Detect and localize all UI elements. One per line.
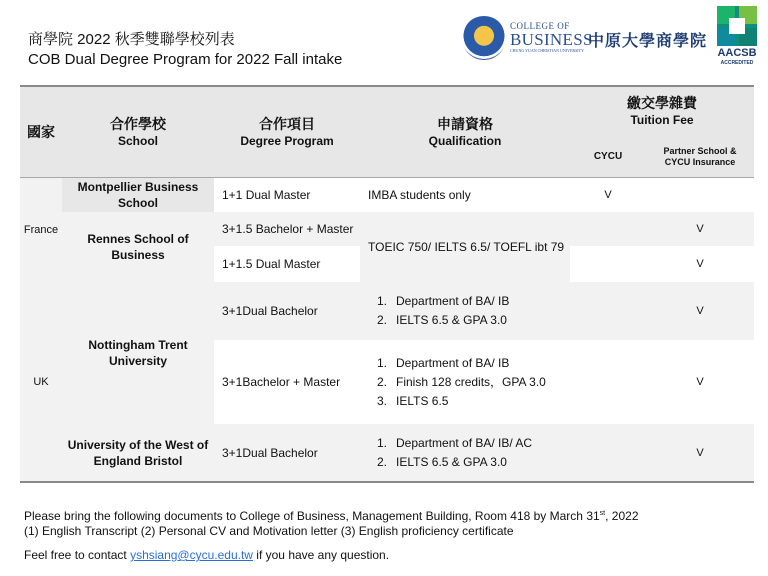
- partner-cell: [646, 178, 754, 212]
- header-program: 合作項目 Degree Program: [214, 86, 360, 178]
- header-partner: Partner School & CYCU Insurance: [646, 136, 754, 178]
- aacsb-mark-icon: [717, 6, 757, 46]
- header-country: 國家: [20, 86, 62, 178]
- aacsb-logo: [714, 6, 760, 68]
- footer-line2: (1) English Transcript (2) Personal CV and Motivation letter (3) English proficiency certificate: [24, 524, 514, 538]
- partner-cell: V: [646, 212, 754, 246]
- cycu-cell: [570, 212, 646, 246]
- footer-line1: Please bring the following documents to College of Business, Management Building, Room 418 by March 31st, 2022: [24, 509, 639, 523]
- cycu-cell: [570, 282, 646, 340]
- header-qualification: 申請資格 Qualification: [360, 86, 570, 178]
- partner-cell: V: [646, 246, 754, 282]
- qualification-cell: 1. Department of BA/ IB/ AC 2. IELTS 6.5 & GPA 3.0: [360, 424, 570, 482]
- table-header-rule: [20, 177, 754, 178]
- program-cell: 3+1.5 Bachelor + Master: [214, 212, 360, 246]
- aacsb-label: AACSB: [717, 47, 757, 59]
- partner-cell: V: [646, 282, 754, 340]
- qualification-cell: IMBA students only: [360, 178, 570, 212]
- program-cell: 3+1Bachelor + Master: [214, 340, 360, 424]
- university-seal-icon: [462, 16, 506, 60]
- header-school: 合作學校 School: [62, 86, 214, 178]
- cycu-cell: V: [570, 178, 646, 212]
- program-cell: 3+1Dual Bachelor: [214, 424, 360, 482]
- cycu-cell: [570, 246, 646, 282]
- contact-email-link[interactable]: yshsiang@cycu.edu.tw: [130, 548, 253, 562]
- program-cell: 1+1.5 Dual Master: [214, 246, 360, 282]
- page-title: [28, 30, 342, 70]
- program-cell: 3+1Dual Bachelor: [214, 282, 360, 340]
- college-logo-line1: COLLEGE OF: [510, 21, 570, 31]
- table-bottom-rule: [20, 481, 754, 483]
- school-rennes: Rennes School of Business: [62, 212, 214, 282]
- aacsb-sublabel: ACCREDITED: [720, 60, 754, 66]
- footer-line3: Feel free to contact yshsiang@cycu.edu.tw if you have any question.: [24, 548, 390, 562]
- qualification-cell: 1. Department of BA/ IB 2. IELTS 6.5 & GPA 3.0: [360, 282, 570, 340]
- header-tuition-fee: 繳交學雜費 Tuition Fee: [570, 86, 754, 136]
- qualification-cell: TOEIC 750/ IELTS 6.5/ TOEFL ibt 79: [360, 212, 570, 282]
- school-uwe-bristol: University of the West of England Bristol: [62, 424, 214, 482]
- country-france: France: [20, 178, 62, 282]
- partner-cell: V: [646, 340, 754, 424]
- school-montpellier: Montpellier Business School: [62, 178, 214, 212]
- header-cycu: CYCU: [570, 136, 646, 178]
- title-zh: 商學院 2022 秋季雙聯學校列表: [28, 31, 235, 48]
- partner-cell: V: [646, 424, 754, 482]
- qualification-cell: 1. Department of BA/ IB 2. Finish 128 credits，GPA 3.0 3. IELTS 6.5: [360, 340, 570, 424]
- table-top-rule: [20, 85, 754, 87]
- school-nottingham: Nottingham Trent University: [62, 282, 214, 424]
- title-en: COB Dual Degree Program for 2022 Fall intake: [28, 51, 343, 68]
- cycu-cell: [570, 340, 646, 424]
- college-logo-cn: 中原大學商學院: [588, 31, 708, 50]
- program-cell: 1+1 Dual Master: [214, 178, 360, 212]
- college-logo-line3: CHUNG YUAN CHRISTIAN UNIVERSITY: [510, 48, 584, 53]
- college-logo-text: [510, 22, 593, 53]
- cycu-cell: [570, 424, 646, 482]
- country-uk: UK: [20, 282, 62, 482]
- college-logo-line2: BUSINESS: [510, 30, 593, 49]
